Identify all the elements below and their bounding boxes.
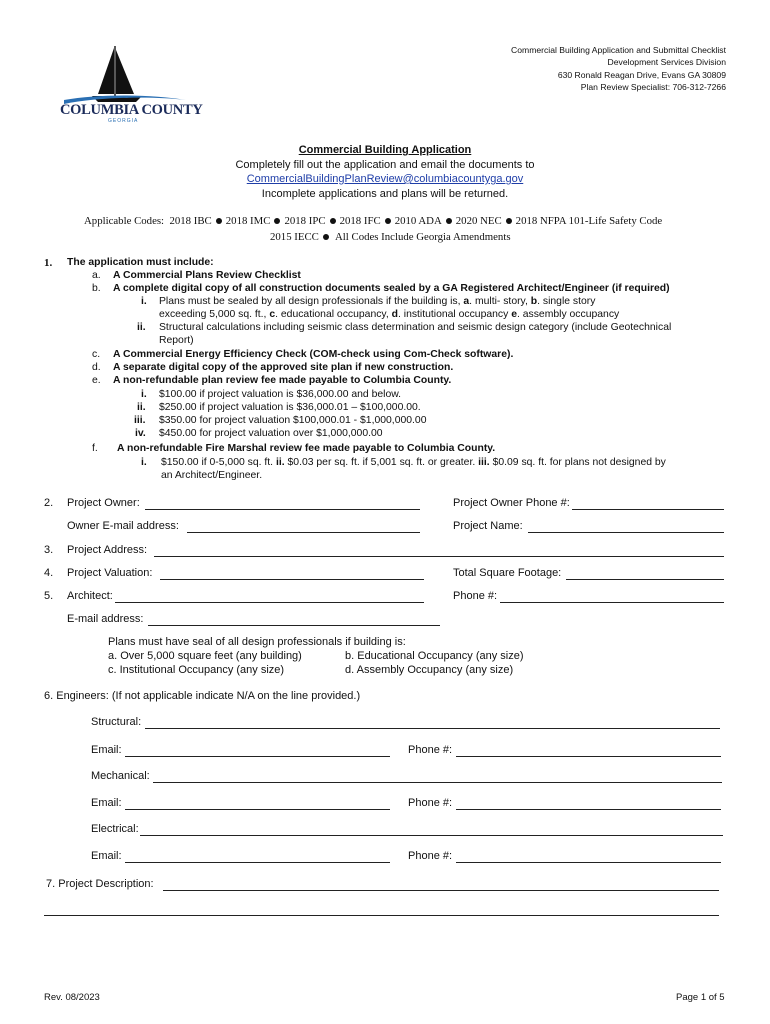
- seal-heading: Plans must have seal of all design professionals if building is:: [108, 636, 406, 648]
- fee-item: $350.00 for project valuation $100,000.01 - $1,000,000.00: [159, 415, 427, 426]
- applicable-codes-line2: [270, 231, 511, 243]
- code-item: 2018 IPC: [284, 215, 326, 227]
- project-name-label: Project Name:: [453, 520, 523, 532]
- seal-item-b: b. Educational Occupancy (any size): [345, 650, 524, 662]
- code-item: 2018 NFPA 101-Life Safety Code: [515, 215, 663, 227]
- structural-email-field[interactable]: [125, 756, 390, 757]
- item-b: A complete digital copy of all construction documents sealed by a GA Registered Architect/Engineer (if required): [113, 283, 670, 294]
- section1-number: 1.: [44, 257, 53, 269]
- project-owner-label: Project Owner:: [67, 497, 140, 509]
- bullet-icon: [446, 218, 452, 224]
- structural-label: Structural:: [91, 716, 142, 728]
- structural-phone-label: Phone #:: [408, 744, 453, 756]
- item-b-i-line1: Plans must be sealed by all design professionals if the building is, a. multi- story, b. single story: [159, 296, 596, 307]
- bullet-icon: [330, 218, 336, 224]
- title-instructions: Completely fill out the application and email the documents to: [235, 158, 535, 171]
- bullet-icon: [506, 218, 512, 224]
- item-a-mark: a.: [92, 270, 101, 281]
- title-block: [0, 143, 770, 201]
- title-warning: Incomplete applications and plans will be returned.: [261, 187, 509, 200]
- mechanical-email-label: Email:: [91, 797, 122, 809]
- fee-item: $250.00 if project valuation is $36,000.01 – $100,000.00.: [159, 402, 421, 413]
- section5-number: 5.: [44, 590, 54, 602]
- item-e: A non-refundable plan review fee made payable to Columbia County.: [113, 375, 452, 386]
- header-line: Development Services Division: [607, 57, 726, 68]
- structural-field[interactable]: [145, 728, 720, 729]
- project-owner-field[interactable]: [145, 509, 420, 510]
- fee-item: $450.00 for project valuation over $1,000,000.00: [159, 428, 383, 439]
- bullet-icon: [385, 218, 391, 224]
- item-b-i-mark: i.: [141, 296, 147, 307]
- project-valuation-field[interactable]: [160, 579, 424, 580]
- item-a: A Commercial Plans Review Checklist: [113, 270, 301, 281]
- code-item: 2018 IMC: [225, 215, 271, 227]
- logo-subtext: GEORGIA: [108, 118, 139, 124]
- item-d: A separate digital copy of the approved site plan if new construction.: [113, 362, 454, 373]
- section3-number: 3.: [44, 544, 54, 556]
- fee-item: $100.00 if project valuation is $36,000.00 and below.: [159, 389, 402, 400]
- applicable-codes: [84, 215, 662, 227]
- mechanical-phone-label: Phone #:: [408, 797, 453, 809]
- architect-email-field[interactable]: [148, 625, 440, 626]
- architect-email-label: E-mail address:: [67, 613, 144, 625]
- item-b-ii-line2: Report): [159, 335, 194, 346]
- project-valuation-label: Project Valuation:: [67, 567, 153, 579]
- mechanical-phone-field[interactable]: [456, 809, 721, 810]
- fee-mark: iii.: [134, 415, 146, 426]
- owner-email-field[interactable]: [187, 532, 420, 533]
- codes-label: Applicable Codes:: [84, 215, 165, 227]
- bullet-icon: [216, 218, 222, 224]
- structural-phone-field[interactable]: [456, 756, 721, 757]
- owner-email-label: Owner E-mail address:: [67, 520, 179, 532]
- code-item: 2010 ADA: [394, 215, 442, 227]
- submission-email-link[interactable]: CommercialBuildingPlanReview@columbiacountyga.gov: [246, 173, 524, 185]
- architect-phone-label: Phone #:: [453, 590, 498, 602]
- item-d-mark: d.: [92, 362, 101, 373]
- code-item: 2015 IECC: [270, 231, 319, 243]
- total-sqft-field[interactable]: [566, 579, 724, 580]
- header-line: Commercial Building Application and Submittal Checklist: [511, 45, 726, 55]
- item-b-mark: b.: [92, 283, 101, 294]
- header-line: Plan Review Specialist: 706-312-7266: [580, 82, 726, 93]
- item-b-ii-line1: Structural calculations including seismic class determination and seismic design category (include Geotechnical: [159, 322, 672, 333]
- header-line: 630 Ronald Reagan Drive, Evans GA 30809: [557, 69, 726, 80]
- logo-text: COLUMBIA COUNTY: [60, 102, 203, 118]
- seal-item-c: c. Institutional Occupancy (any size): [108, 664, 285, 676]
- project-owner-phone-field[interactable]: [572, 509, 724, 510]
- section4-number: 4.: [44, 567, 54, 579]
- electrical-label: Electrical:: [91, 823, 139, 835]
- project-name-field[interactable]: [528, 532, 724, 533]
- electrical-email-label: Email:: [91, 850, 122, 862]
- page-number: Page 1 of 5: [676, 992, 725, 1003]
- electrical-field[interactable]: [140, 835, 723, 836]
- project-address-field[interactable]: [154, 556, 724, 557]
- page-title: Commercial Building Application: [298, 144, 472, 156]
- seal-item-d: d. Assembly Occupancy (any size): [345, 664, 514, 676]
- electrical-phone-label: Phone #:: [408, 850, 453, 862]
- architect-phone-field[interactable]: [500, 602, 724, 603]
- code-item: 2018 IFC: [339, 215, 381, 227]
- structural-email-label: Email:: [91, 744, 122, 756]
- fee-mark: ii.: [137, 402, 146, 413]
- bullet-icon: [274, 218, 280, 224]
- section1-title: The application must include:: [67, 257, 214, 268]
- item-c: A Commercial Energy Efficiency Check (COM-check using Com-Check software).: [113, 349, 514, 360]
- seal-item-a: a. Over 5,000 square feet (any building): [108, 650, 302, 662]
- item-f-i-line2: an Architect/Engineer.: [161, 470, 263, 481]
- code-item: 2020 NEC: [455, 215, 502, 227]
- bullet-icon: [323, 234, 329, 240]
- codes-note: All Codes Include Georgia Amendments: [335, 231, 511, 243]
- item-b-i-line2: exceeding 5,000 sq. ft., c. educational occupancy, d. institutional occupancy e. assembly occupancy: [159, 309, 620, 320]
- project-owner-phone-label: Project Owner Phone #:: [453, 497, 570, 509]
- item-c-mark: c.: [92, 349, 101, 360]
- project-description-label: 7. Project Description:: [46, 878, 154, 890]
- project-description-field[interactable]: [163, 890, 719, 891]
- header-block: [511, 44, 726, 94]
- mechanical-label: Mechanical:: [91, 770, 150, 782]
- project-address-label: Project Address:: [67, 544, 148, 556]
- code-item: 2018 IBC: [169, 215, 212, 227]
- engineers-heading: 6. Engineers: (If not applicable indicate N/A on the line provided.): [44, 690, 361, 702]
- architect-field[interactable]: [115, 602, 424, 603]
- item-b-ii-mark: ii.: [137, 322, 146, 333]
- fee-mark: iv.: [135, 428, 146, 439]
- item-f: A non-refundable Fire Marshal review fee made payable to Columbia County.: [117, 443, 496, 454]
- section2-number: 2.: [44, 497, 54, 509]
- project-description-field-line2[interactable]: [44, 915, 719, 916]
- fee-mark: i.: [141, 389, 147, 400]
- total-sqft-label: Total Square Footage:: [453, 567, 562, 579]
- architect-label: Architect:: [67, 590, 113, 602]
- item-f-i-mark: i.: [141, 457, 147, 468]
- item-e-mark: e.: [92, 375, 101, 386]
- electrical-email-field[interactable]: [125, 862, 390, 863]
- revision-date: Rev. 08/2023: [44, 992, 100, 1003]
- mechanical-email-field[interactable]: [125, 809, 390, 810]
- item-f-i-line1: $150.00 if 0-5,000 sq. ft. ii. $0.03 per sq. ft. if 5,001 sq. ft. or greater. iii. $0.09 sq. ft. for plans not designed by: [161, 457, 666, 468]
- item-f-mark: f.: [92, 443, 98, 454]
- mechanical-field[interactable]: [153, 782, 722, 783]
- electrical-phone-field[interactable]: [456, 862, 721, 863]
